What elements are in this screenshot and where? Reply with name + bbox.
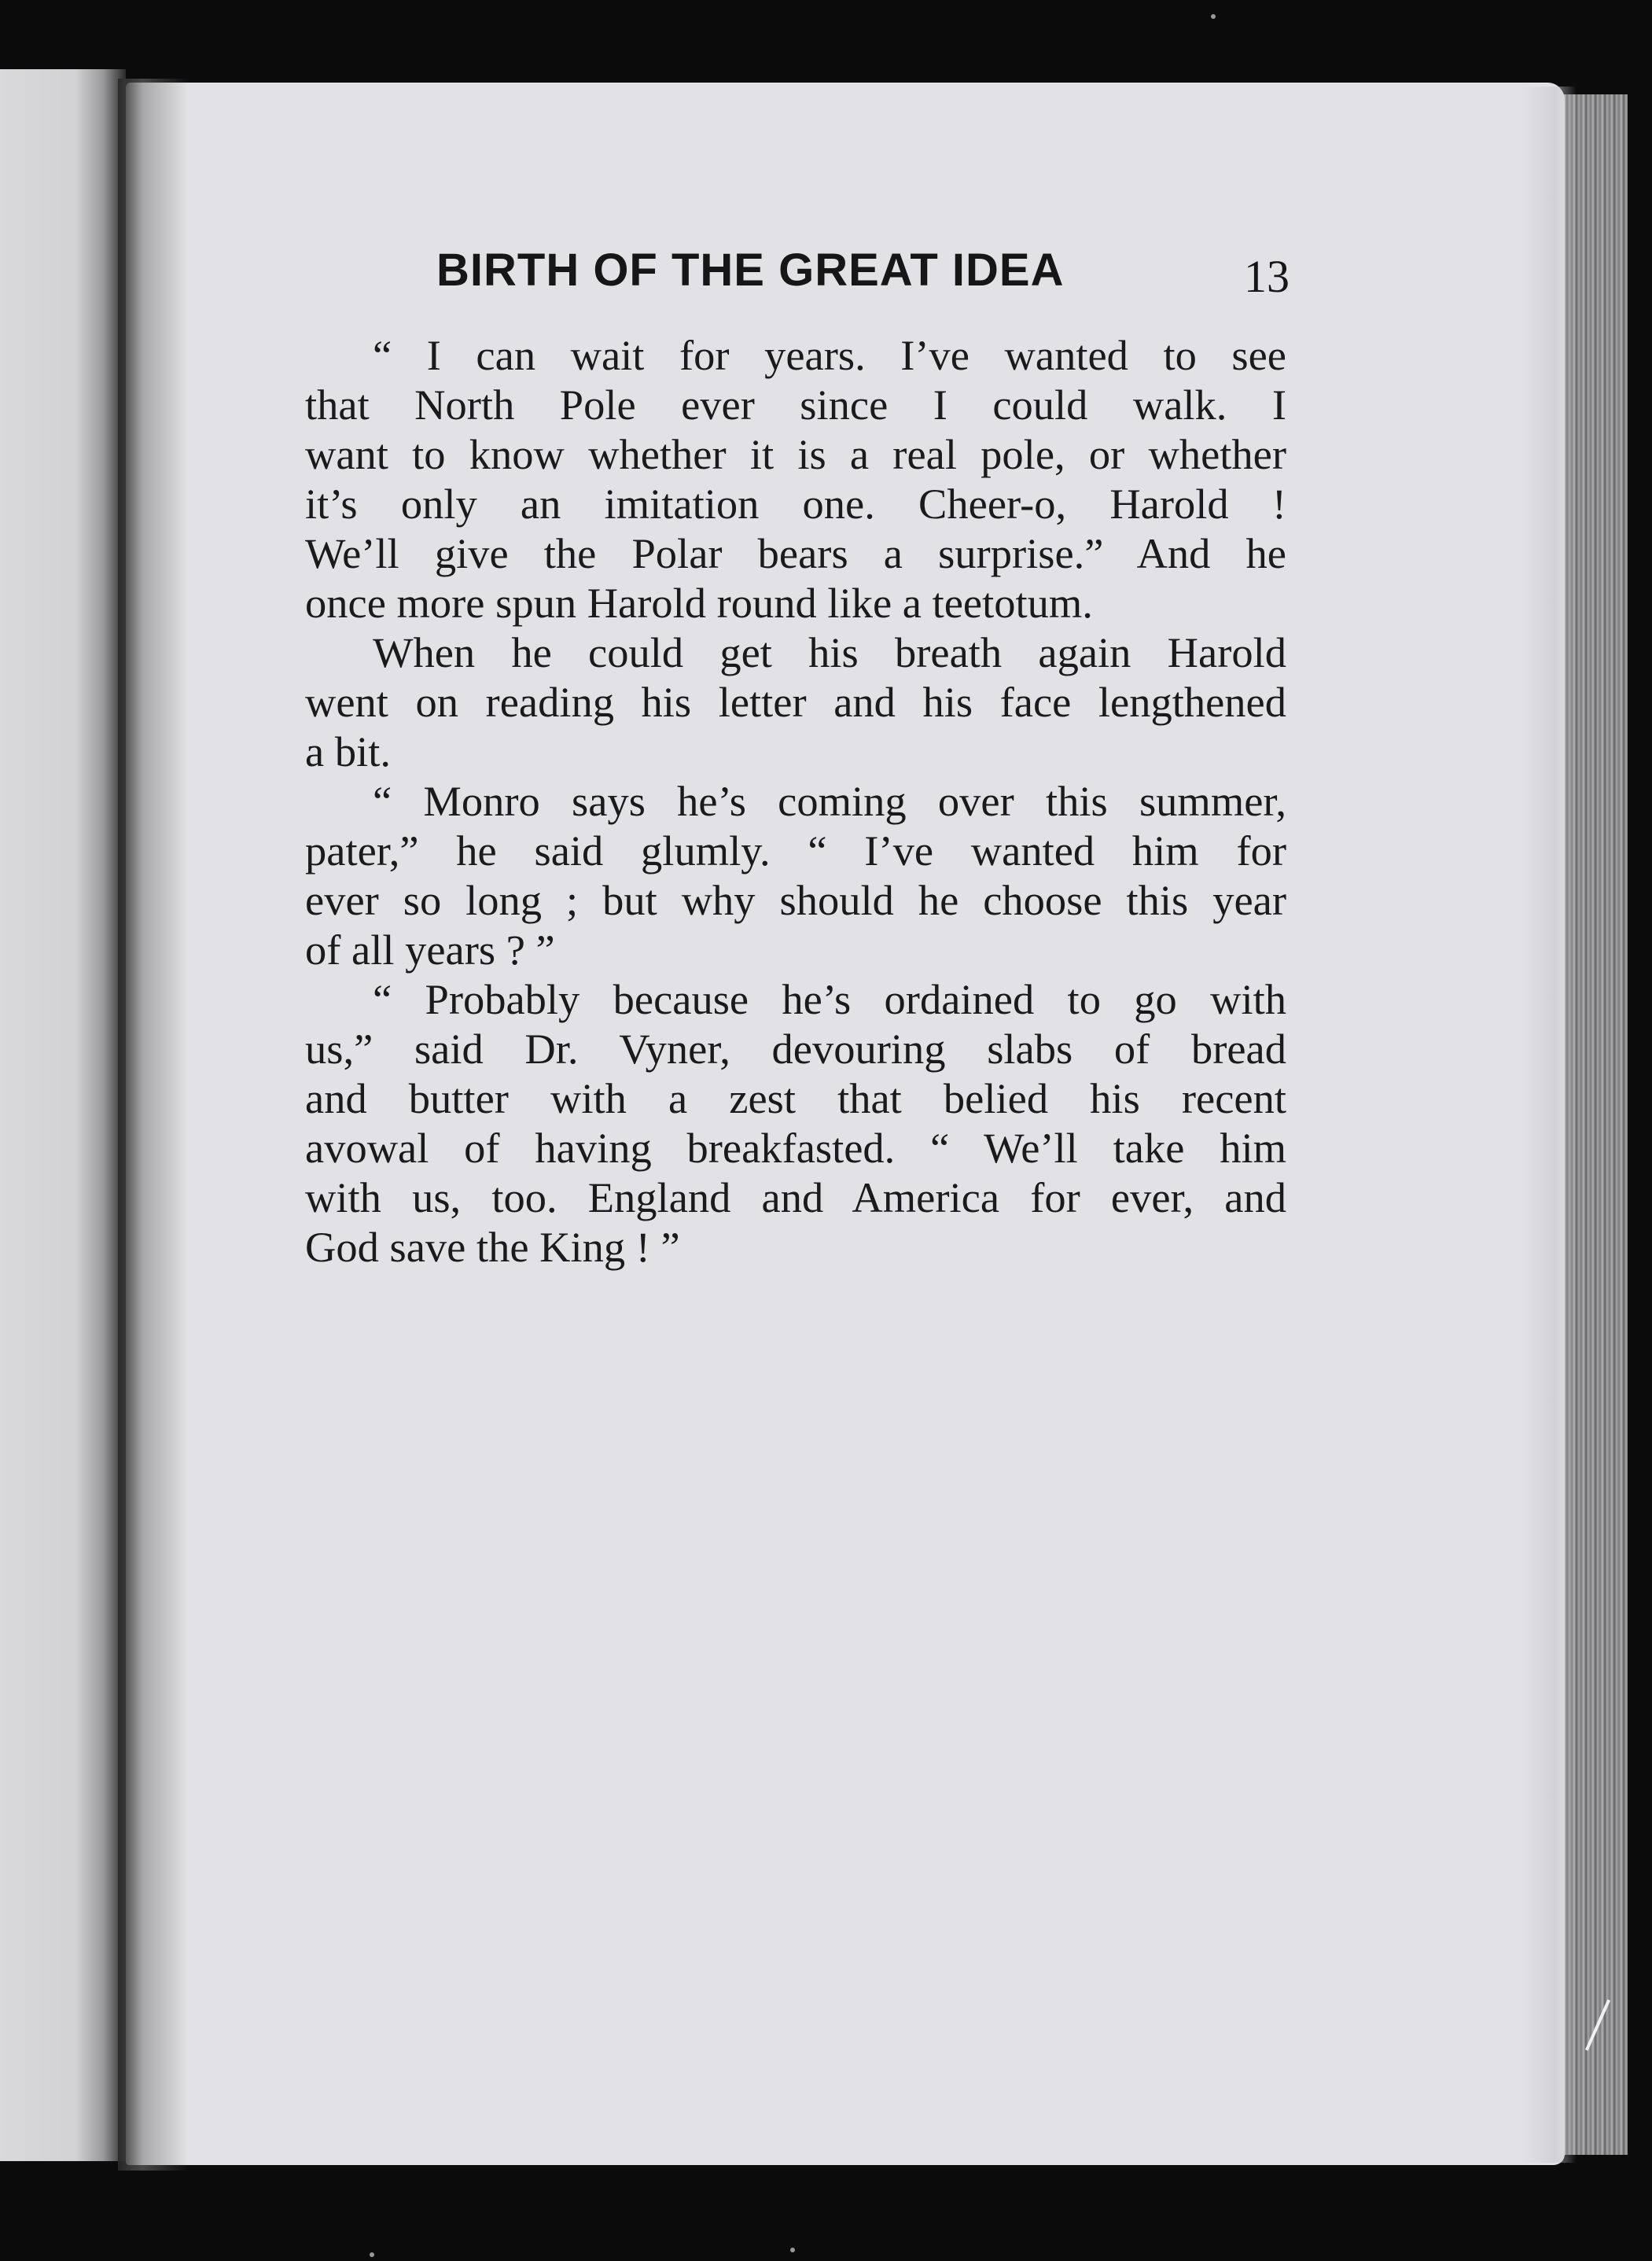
text-line: with us, too. England and America for ever, and (305, 1173, 1286, 1221)
dust-speck (1211, 14, 1216, 19)
text-line: that North Pole ever since I could walk. I (305, 381, 1286, 429)
text-line: a bit. (305, 727, 391, 775)
text-line: want to know whether it is a real pole, or whether (305, 430, 1286, 478)
page-number: 13 (1244, 251, 1290, 302)
gutter-shadow (118, 79, 189, 2171)
paragraph (305, 974, 1286, 1272)
dust-speck (790, 2248, 795, 2252)
text-line: “ Probably because he’s ordained to go with (373, 975, 1286, 1023)
text-line: pater,” he said glumly. “ I’ve wanted him for (305, 827, 1286, 875)
facing-page-edge (0, 69, 126, 2161)
dust-speck (370, 2252, 374, 2257)
text-line: us,” said Dr. Vyner, devouring slabs of bread (305, 1025, 1286, 1073)
text-line: it’s only an imitation one. Cheer-o, Harold ! (305, 480, 1286, 528)
paragraph (305, 628, 1286, 776)
text-line: and butter with a zest that belied his recent (305, 1074, 1286, 1122)
text-line: once more spun Harold round like a teetotum. (305, 579, 1093, 627)
paragraph (305, 776, 1286, 974)
text-line: God save the King ! ” (305, 1223, 680, 1271)
text-line: “ I can wait for years. I’ve wanted to see (373, 331, 1286, 379)
text-line: went on reading his letter and his face lengthened (305, 678, 1286, 726)
text-line: avowal of having breakfasted. “ We’ll take him (305, 1124, 1286, 1172)
running-head: BIRTH OF THE GREAT IDEA (436, 245, 1065, 296)
text-line: ever so long ; but why should he choose this year (305, 876, 1286, 924)
text-line: When he could get his breath again Harold (373, 628, 1286, 676)
paragraph (305, 330, 1286, 628)
text-line: We’ll give the Polar bears a surprise.” And he (305, 529, 1286, 577)
text-line: of all years ? ” (305, 926, 555, 974)
text-line: “ Monro says he’s coming over this summer, (373, 777, 1286, 825)
body-text (305, 330, 1286, 1272)
page-edge-fade (1521, 87, 1577, 2163)
